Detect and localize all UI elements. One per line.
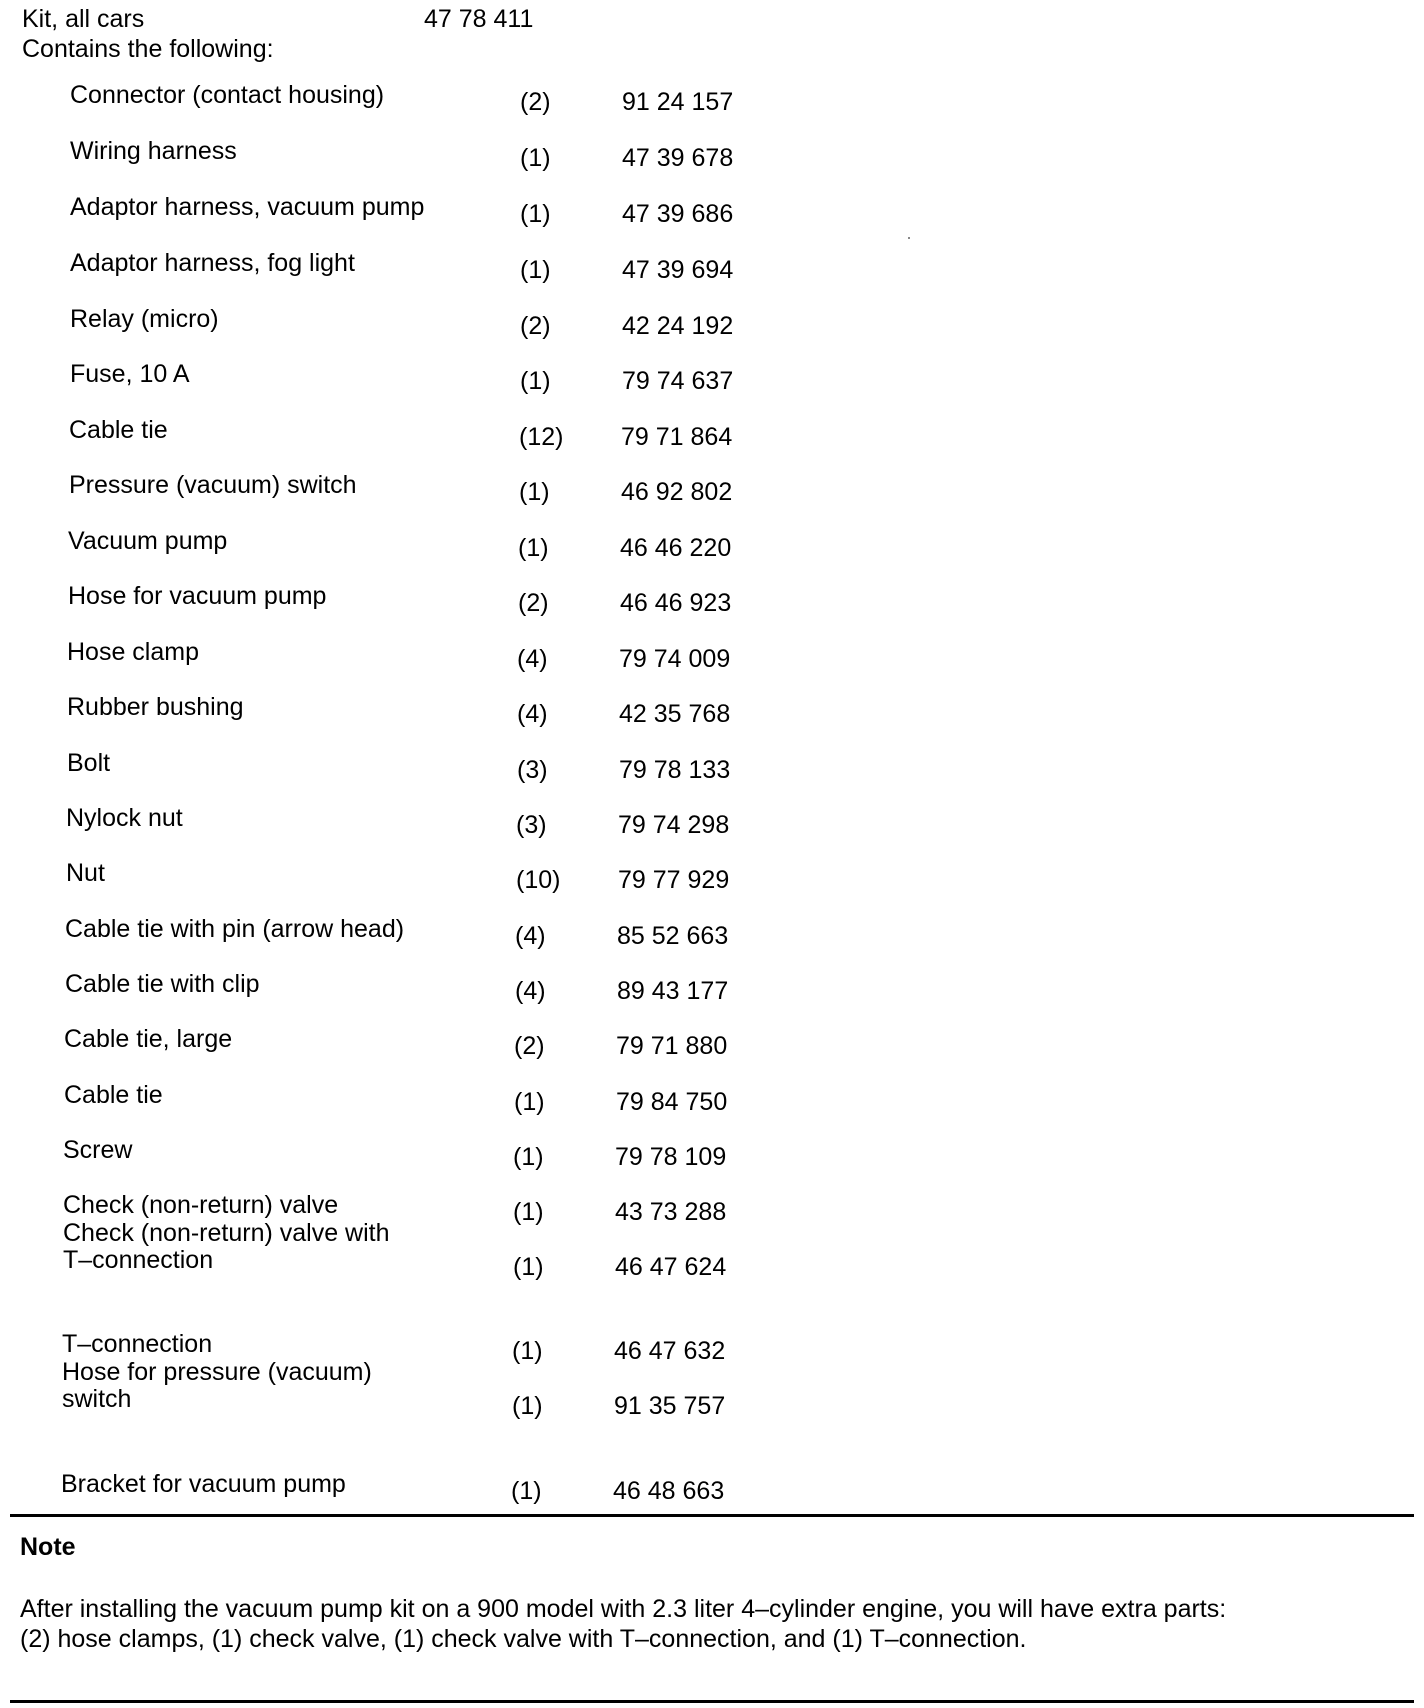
part-number: 85 52 663 [617, 922, 729, 950]
part-number: 79 77 929 [618, 866, 730, 894]
part-description-line: Hose clamp [67, 638, 199, 666]
part-description-line: Cable tie [64, 1081, 163, 1109]
part-number: 79 74 009 [619, 645, 731, 673]
part-number: 43 73 288 [615, 1198, 727, 1226]
part-number: 79 84 750 [616, 1088, 728, 1116]
part-description-line: Rubber bushing [67, 693, 244, 721]
note-line: (2) hose clamps, (1) check valve, (1) check valve with T–connection, and (1) T–connection. [20, 1625, 1027, 1653]
parts-row [0, 306, 1424, 346]
top-divider [10, 1514, 1414, 1517]
part-number: 47 39 694 [622, 256, 734, 284]
part-quantity: (1) [520, 200, 551, 228]
part-quantity: (1) [513, 1198, 544, 1226]
part-number: 42 24 192 [622, 312, 734, 340]
part-description [66, 805, 486, 832]
part-description-line: Bracket for vacuum pump [61, 1470, 346, 1498]
part-description-line: Vacuum pump [68, 527, 228, 555]
part-number: 91 35 757 [614, 1392, 726, 1420]
part-description [69, 417, 489, 444]
parts-row [0, 971, 1419, 1011]
part-description-line: Connector (contact housing) [70, 81, 385, 109]
kit-part-number: 47 78 411 [424, 5, 534, 33]
part-description [66, 860, 486, 887]
parts-row [0, 250, 1424, 290]
part-quantity: (3) [517, 756, 548, 784]
part-number: 79 74 637 [622, 367, 734, 395]
parts-row [0, 1358, 1416, 1420]
parts-row [0, 639, 1421, 679]
parts-row [0, 138, 1424, 178]
part-description [61, 1471, 481, 1498]
part-description-line: Cable tie, large [64, 1025, 233, 1053]
part-number: 79 78 109 [615, 1143, 727, 1171]
parts-row [0, 860, 1420, 900]
part-quantity: (3) [516, 811, 547, 839]
part-description-line: Cable tie [69, 416, 168, 444]
scan-speck [908, 237, 910, 239]
part-description-line: switch [62, 1385, 132, 1413]
part-quantity: (2) [520, 88, 551, 116]
parts-row [0, 1137, 1417, 1177]
part-description-line: Nut [66, 859, 105, 887]
part-number: 46 47 632 [614, 1337, 726, 1365]
part-description [63, 1192, 483, 1219]
part-quantity: (1) [512, 1392, 543, 1420]
part-description [65, 971, 485, 998]
part-quantity: (2) [514, 1032, 545, 1060]
part-description-line: Fuse, 10 A [70, 360, 190, 388]
part-number: 79 74 298 [618, 811, 730, 839]
part-quantity: (1) [513, 1253, 544, 1281]
part-number: 46 48 663 [613, 1477, 725, 1505]
kit-label: Kit, all cars [22, 5, 145, 33]
part-number: 91 24 157 [622, 88, 734, 116]
parts-row [0, 82, 1424, 122]
part-number: 46 46 220 [620, 534, 732, 562]
part-quantity: (2) [520, 312, 551, 340]
part-quantity: (1) [514, 1088, 545, 1116]
part-description-line: Nylock nut [66, 804, 183, 832]
part-quantity: (4) [515, 922, 546, 950]
part-quantity: (1) [520, 144, 551, 172]
part-quantity: (4) [517, 645, 548, 673]
part-description [68, 583, 488, 610]
part-description-line: Check (non-return) valve [63, 1191, 339, 1219]
note-body [20, 1594, 1410, 1654]
parts-row [0, 361, 1424, 401]
part-number: 47 39 686 [622, 200, 734, 228]
part-description [70, 138, 490, 165]
part-number: 47 39 678 [622, 144, 734, 172]
part-quantity: (2) [518, 589, 549, 617]
note-title: Note [20, 1533, 76, 1561]
part-description-line: Bolt [67, 749, 111, 777]
note-line: After installing the vacuum pump kit on a 900 model with 2.3 liter 4–cylinder engine, you will have extra parts: [20, 1595, 1227, 1623]
part-description-line: Hose for pressure (vacuum) [62, 1358, 372, 1386]
parts-row [0, 750, 1421, 790]
parts-row [0, 528, 1422, 568]
part-description-line: Adaptor harness, fog light [70, 249, 355, 277]
part-quantity: (1) [518, 534, 549, 562]
part-quantity: (10) [516, 866, 561, 894]
part-number: 42 35 768 [619, 700, 731, 728]
part-quantity: (1) [520, 256, 551, 284]
part-quantity: (1) [519, 478, 550, 506]
part-description [69, 472, 489, 499]
part-description-line: Screw [63, 1136, 133, 1164]
part-description [63, 1220, 483, 1274]
part-quantity: (1) [511, 1477, 542, 1505]
contains-heading: Contains the following: [22, 35, 274, 63]
part-description [70, 194, 490, 221]
parts-row [0, 805, 1420, 845]
parts-row [0, 583, 1422, 623]
part-number: 46 92 802 [621, 478, 733, 506]
part-number: 79 71 880 [616, 1032, 728, 1060]
part-quantity: (1) [513, 1143, 544, 1171]
part-quantity: (1) [520, 367, 551, 395]
part-description-line: Cable tie with pin (arrow head) [65, 915, 405, 943]
bottom-divider [10, 1700, 1414, 1703]
part-description [65, 916, 485, 943]
part-description [67, 694, 487, 721]
part-quantity: (4) [515, 977, 546, 1005]
part-number: 79 71 864 [621, 423, 733, 451]
parts-row [0, 1219, 1417, 1281]
parts-row [0, 916, 1419, 956]
part-description-line: Check (non-return) valve with [63, 1219, 390, 1247]
part-description-line: Pressure (vacuum) switch [69, 471, 357, 499]
part-description [63, 1137, 483, 1164]
part-description-line: Wiring harness [70, 137, 237, 165]
parts-row [0, 417, 1423, 457]
parts-row [0, 1471, 1415, 1511]
parts-row [0, 1026, 1418, 1066]
part-description [70, 361, 490, 388]
part-description [64, 1082, 484, 1109]
parts-row [0, 694, 1421, 734]
part-quantity: (1) [512, 1337, 543, 1365]
part-quantity: (12) [519, 423, 564, 451]
part-description [64, 1026, 484, 1053]
part-description [70, 250, 490, 277]
part-number: 79 78 133 [619, 756, 731, 784]
part-description [68, 528, 488, 555]
parts-row [0, 472, 1423, 512]
part-quantity: (4) [517, 700, 548, 728]
part-description [67, 639, 487, 666]
part-number: 46 46 923 [620, 589, 732, 617]
parts-row [0, 194, 1424, 234]
part-number: 46 47 624 [615, 1253, 727, 1281]
part-description-line: Cable tie with clip [65, 970, 260, 998]
part-description-line: Relay (micro) [70, 305, 219, 333]
part-description [62, 1331, 482, 1358]
part-description-line: T–connection [63, 1246, 214, 1274]
part-description [62, 1359, 482, 1413]
part-number: 89 43 177 [617, 977, 729, 1005]
parts-row [0, 1082, 1418, 1122]
part-description [70, 82, 490, 109]
part-description-line: T–connection [62, 1330, 213, 1358]
part-description [67, 750, 487, 777]
part-description-line: Adaptor harness, vacuum pump [70, 193, 425, 221]
part-description [70, 306, 490, 333]
part-description-line: Hose for vacuum pump [68, 582, 327, 610]
